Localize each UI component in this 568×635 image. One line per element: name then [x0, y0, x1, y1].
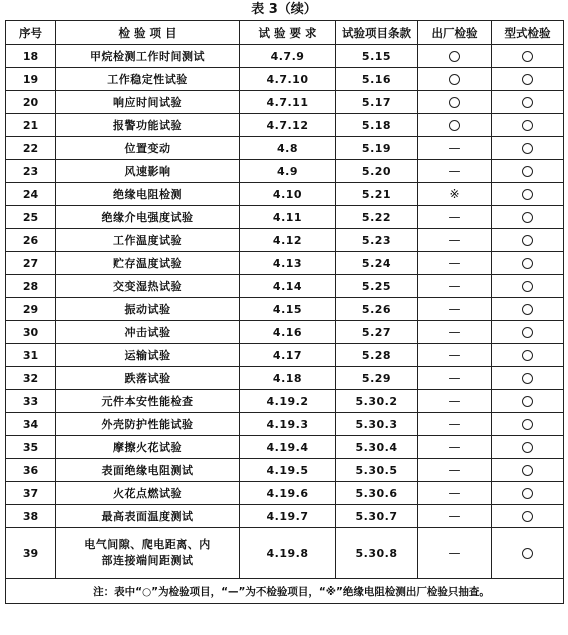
- inspection-item: 电气间隙、爬电距离、内部连接端间距测试: [56, 528, 240, 579]
- not-inspected-dash-icon: —: [448, 278, 461, 293]
- type-inspection-cell: [492, 413, 564, 436]
- header-num: 序号: [6, 21, 56, 45]
- table-row: [6, 413, 564, 436]
- row-number: 29: [6, 298, 56, 321]
- test-requirement: 4.8: [240, 137, 336, 160]
- factory-inspection-cell: [418, 252, 492, 275]
- type-inspection-cell: [492, 505, 564, 528]
- factory-inspection-cell: [418, 114, 492, 137]
- row-number: 19: [6, 68, 56, 91]
- table-row: [6, 298, 564, 321]
- inspected-circle-icon: [522, 350, 533, 361]
- test-requirement: 4.19.6: [240, 482, 336, 505]
- type-inspection-cell: [492, 160, 564, 183]
- not-inspected-dash-icon: —: [448, 485, 461, 500]
- table-note: 注：表中“○”为检验项目，“—”为不检验项目，“※”绝缘电阻检测出厂检验只抽查。: [6, 579, 564, 604]
- test-requirement: 4.7.12: [240, 114, 336, 137]
- type-inspection-cell: [492, 91, 564, 114]
- factory-inspection-cell: [418, 459, 492, 482]
- not-inspected-dash-icon: —: [448, 209, 461, 224]
- row-number: 31: [6, 344, 56, 367]
- test-clause: 5.30.5: [336, 459, 418, 482]
- factory-inspection-cell: [418, 183, 492, 206]
- not-inspected-dash-icon: —: [448, 370, 461, 385]
- inspected-circle-icon: [522, 373, 533, 384]
- factory-inspection-cell: [418, 68, 492, 91]
- header-requirement: 试 验 要 求: [240, 21, 336, 45]
- inspection-item: 外壳防护性能试验: [56, 413, 240, 436]
- type-inspection-cell: [492, 344, 564, 367]
- test-clause: 5.15: [336, 45, 418, 68]
- not-inspected-dash-icon: —: [448, 301, 461, 316]
- row-number: 27: [6, 252, 56, 275]
- row-number: 36: [6, 459, 56, 482]
- inspection-item: 甲烷检测工作时间测试: [56, 45, 240, 68]
- table-row: [6, 275, 564, 298]
- inspection-item: 摩擦火花试验: [56, 436, 240, 459]
- table-row: [6, 367, 564, 390]
- header-clause: 试验项目条款: [336, 21, 418, 45]
- test-clause: 5.20: [336, 160, 418, 183]
- type-inspection-cell: [492, 229, 564, 252]
- inspection-item: 工作稳定性试验: [56, 68, 240, 91]
- table-row: [6, 505, 564, 528]
- factory-inspection-cell: [418, 413, 492, 436]
- not-inspected-dash-icon: —: [448, 324, 461, 339]
- type-inspection-cell: [492, 321, 564, 344]
- inspection-item: 工作温度试验: [56, 229, 240, 252]
- table-row: [6, 344, 564, 367]
- test-clause: 5.25: [336, 275, 418, 298]
- row-number: 38: [6, 505, 56, 528]
- inspected-circle-icon: [522, 166, 533, 177]
- test-clause: 5.27: [336, 321, 418, 344]
- type-inspection-cell: [492, 390, 564, 413]
- factory-inspection-cell: [418, 298, 492, 321]
- test-clause: 5.30.4: [336, 436, 418, 459]
- inspected-circle-icon: [522, 548, 533, 559]
- header-factory-inspection: 出厂检验: [418, 21, 492, 45]
- type-inspection-cell: [492, 183, 564, 206]
- not-inspected-dash-icon: —: [448, 232, 461, 247]
- test-clause: 5.30.3: [336, 413, 418, 436]
- test-requirement: 4.16: [240, 321, 336, 344]
- test-requirement: 4.7.10: [240, 68, 336, 91]
- row-number: 21: [6, 114, 56, 137]
- not-inspected-dash-icon: —: [448, 393, 461, 408]
- row-number: 39: [6, 528, 56, 579]
- header-item: 检 验 项 目: [56, 21, 240, 45]
- factory-inspection-cell: [418, 390, 492, 413]
- test-requirement: 4.19.2: [240, 390, 336, 413]
- test-requirement: 4.7.11: [240, 91, 336, 114]
- test-clause: 5.28: [336, 344, 418, 367]
- type-inspection-cell: [492, 482, 564, 505]
- test-requirement: 4.18: [240, 367, 336, 390]
- table-row: [6, 160, 564, 183]
- inspected-circle-icon: [522, 419, 533, 430]
- factory-inspection-cell: [418, 367, 492, 390]
- row-number: 34: [6, 413, 56, 436]
- type-inspection-cell: [492, 367, 564, 390]
- row-number: 24: [6, 183, 56, 206]
- test-clause: 5.22: [336, 206, 418, 229]
- not-inspected-dash-icon: —: [448, 140, 461, 155]
- factory-inspection-cell: [418, 321, 492, 344]
- inspected-circle-icon: [522, 281, 533, 292]
- test-requirement: 4.14: [240, 275, 336, 298]
- not-inspected-dash-icon: —: [448, 439, 461, 454]
- factory-inspection-cell: [418, 275, 492, 298]
- not-inspected-dash-icon: —: [448, 347, 461, 362]
- spot-check-star-icon: ※: [449, 186, 460, 201]
- test-clause: 5.18: [336, 114, 418, 137]
- test-requirement: 4.19.4: [240, 436, 336, 459]
- inspection-item: 绝缘电阻检测: [56, 183, 240, 206]
- not-inspected-dash-icon: —: [448, 416, 461, 431]
- factory-inspection-cell: [418, 160, 492, 183]
- table-row: [6, 114, 564, 137]
- table-row: [6, 436, 564, 459]
- inspection-item: 报警功能试验: [56, 114, 240, 137]
- factory-inspection-cell: [418, 528, 492, 579]
- row-number: 23: [6, 160, 56, 183]
- inspected-circle-icon: [449, 97, 460, 108]
- test-requirement: 4.15: [240, 298, 336, 321]
- row-number: 22: [6, 137, 56, 160]
- table-row: [6, 321, 564, 344]
- row-number: 33: [6, 390, 56, 413]
- inspected-circle-icon: [449, 74, 460, 85]
- test-requirement: 4.10: [240, 183, 336, 206]
- factory-inspection-cell: [418, 45, 492, 68]
- test-clause: 5.26: [336, 298, 418, 321]
- table-title: 表 3（续）: [251, 2, 317, 17]
- row-number: 30: [6, 321, 56, 344]
- factory-inspection-cell: [418, 482, 492, 505]
- type-inspection-cell: [492, 68, 564, 91]
- type-inspection-cell: [492, 206, 564, 229]
- test-clause: 5.19: [336, 137, 418, 160]
- inspected-circle-icon: [449, 120, 460, 131]
- inspection-item: 风速影响: [56, 160, 240, 183]
- inspection-item: 表面绝缘电阻测试: [56, 459, 240, 482]
- inspected-circle-icon: [522, 143, 533, 154]
- test-clause: 5.21: [336, 183, 418, 206]
- table-row: [6, 459, 564, 482]
- inspection-item: 跌落试验: [56, 367, 240, 390]
- table-row: [6, 91, 564, 114]
- not-inspected-dash-icon: —: [448, 255, 461, 270]
- inspection-table: [5, 20, 564, 604]
- row-number: 26: [6, 229, 56, 252]
- table-row: [6, 252, 564, 275]
- inspected-circle-icon: [522, 511, 533, 522]
- table-row: [6, 229, 564, 252]
- row-number: 35: [6, 436, 56, 459]
- test-clause: 5.30.8: [336, 528, 418, 579]
- inspected-circle-icon: [522, 120, 533, 131]
- inspected-circle-icon: [522, 304, 533, 315]
- not-inspected-dash-icon: —: [448, 545, 461, 560]
- type-inspection-cell: [492, 114, 564, 137]
- table-row: [6, 206, 564, 229]
- inspection-item: 交变湿热试验: [56, 275, 240, 298]
- test-requirement: 4.13: [240, 252, 336, 275]
- factory-inspection-cell: [418, 505, 492, 528]
- factory-inspection-cell: [418, 229, 492, 252]
- type-inspection-cell: [492, 528, 564, 579]
- table-row: [6, 482, 564, 505]
- test-requirement: 4.12: [240, 229, 336, 252]
- inspection-item: 最高表面温度测试: [56, 505, 240, 528]
- inspection-item: 振动试验: [56, 298, 240, 321]
- header-type-inspection: 型式检验: [492, 21, 564, 45]
- note-row: [6, 579, 564, 604]
- type-inspection-cell: [492, 275, 564, 298]
- inspection-item: 火花点燃试验: [56, 482, 240, 505]
- type-inspection-cell: [492, 459, 564, 482]
- row-number: 25: [6, 206, 56, 229]
- inspected-circle-icon: [522, 235, 533, 246]
- test-clause: 5.17: [336, 91, 418, 114]
- test-requirement: 4.19.8: [240, 528, 336, 579]
- type-inspection-cell: [492, 45, 564, 68]
- not-inspected-dash-icon: —: [448, 163, 461, 178]
- factory-inspection-cell: [418, 344, 492, 367]
- test-clause: 5.30.6: [336, 482, 418, 505]
- inspected-circle-icon: [522, 488, 533, 499]
- type-inspection-cell: [492, 252, 564, 275]
- test-clause: 5.30.2: [336, 390, 418, 413]
- inspection-item: 位置变动: [56, 137, 240, 160]
- table-row: [6, 45, 564, 68]
- test-clause: 5.16: [336, 68, 418, 91]
- factory-inspection-cell: [418, 436, 492, 459]
- inspected-circle-icon: [522, 51, 533, 62]
- type-inspection-cell: [492, 298, 564, 321]
- test-clause: 5.30.7: [336, 505, 418, 528]
- row-number: 18: [6, 45, 56, 68]
- inspected-circle-icon: [522, 189, 533, 200]
- factory-inspection-cell: [418, 91, 492, 114]
- inspected-circle-icon: [522, 74, 533, 85]
- table-header-row: [6, 21, 564, 45]
- inspected-circle-icon: [522, 396, 533, 407]
- not-inspected-dash-icon: —: [448, 462, 461, 477]
- test-clause: 5.29: [336, 367, 418, 390]
- test-clause: 5.23: [336, 229, 418, 252]
- table-body: [6, 45, 564, 604]
- test-requirement: 4.7.9: [240, 45, 336, 68]
- table-row: [6, 137, 564, 160]
- inspection-item: 元件本安性能检查: [56, 390, 240, 413]
- test-requirement: 4.17: [240, 344, 336, 367]
- inspection-item: 冲击试验: [56, 321, 240, 344]
- test-clause: 5.24: [336, 252, 418, 275]
- test-requirement: 4.9: [240, 160, 336, 183]
- inspected-circle-icon: [522, 327, 533, 338]
- test-requirement: 4.11: [240, 206, 336, 229]
- table-row: [6, 183, 564, 206]
- inspected-circle-icon: [449, 51, 460, 62]
- not-inspected-dash-icon: —: [448, 508, 461, 523]
- row-number: 28: [6, 275, 56, 298]
- inspected-circle-icon: [522, 258, 533, 269]
- row-number: 32: [6, 367, 56, 390]
- inspection-item: 绝缘介电强度试验: [56, 206, 240, 229]
- row-number: 37: [6, 482, 56, 505]
- test-requirement: 4.19.3: [240, 413, 336, 436]
- row-number: 20: [6, 91, 56, 114]
- table-row: [6, 68, 564, 91]
- table-row: [6, 390, 564, 413]
- test-requirement: 4.19.7: [240, 505, 336, 528]
- type-inspection-cell: [492, 436, 564, 459]
- inspected-circle-icon: [522, 465, 533, 476]
- factory-inspection-cell: [418, 206, 492, 229]
- inspection-item: 运输试验: [56, 344, 240, 367]
- type-inspection-cell: [492, 137, 564, 160]
- test-requirement: 4.19.5: [240, 459, 336, 482]
- inspected-circle-icon: [522, 97, 533, 108]
- inspection-item: 贮存温度试验: [56, 252, 240, 275]
- table-row: [6, 528, 564, 579]
- factory-inspection-cell: [418, 137, 492, 160]
- inspected-circle-icon: [522, 212, 533, 223]
- inspected-circle-icon: [522, 442, 533, 453]
- inspection-item: 响应时间试验: [56, 91, 240, 114]
